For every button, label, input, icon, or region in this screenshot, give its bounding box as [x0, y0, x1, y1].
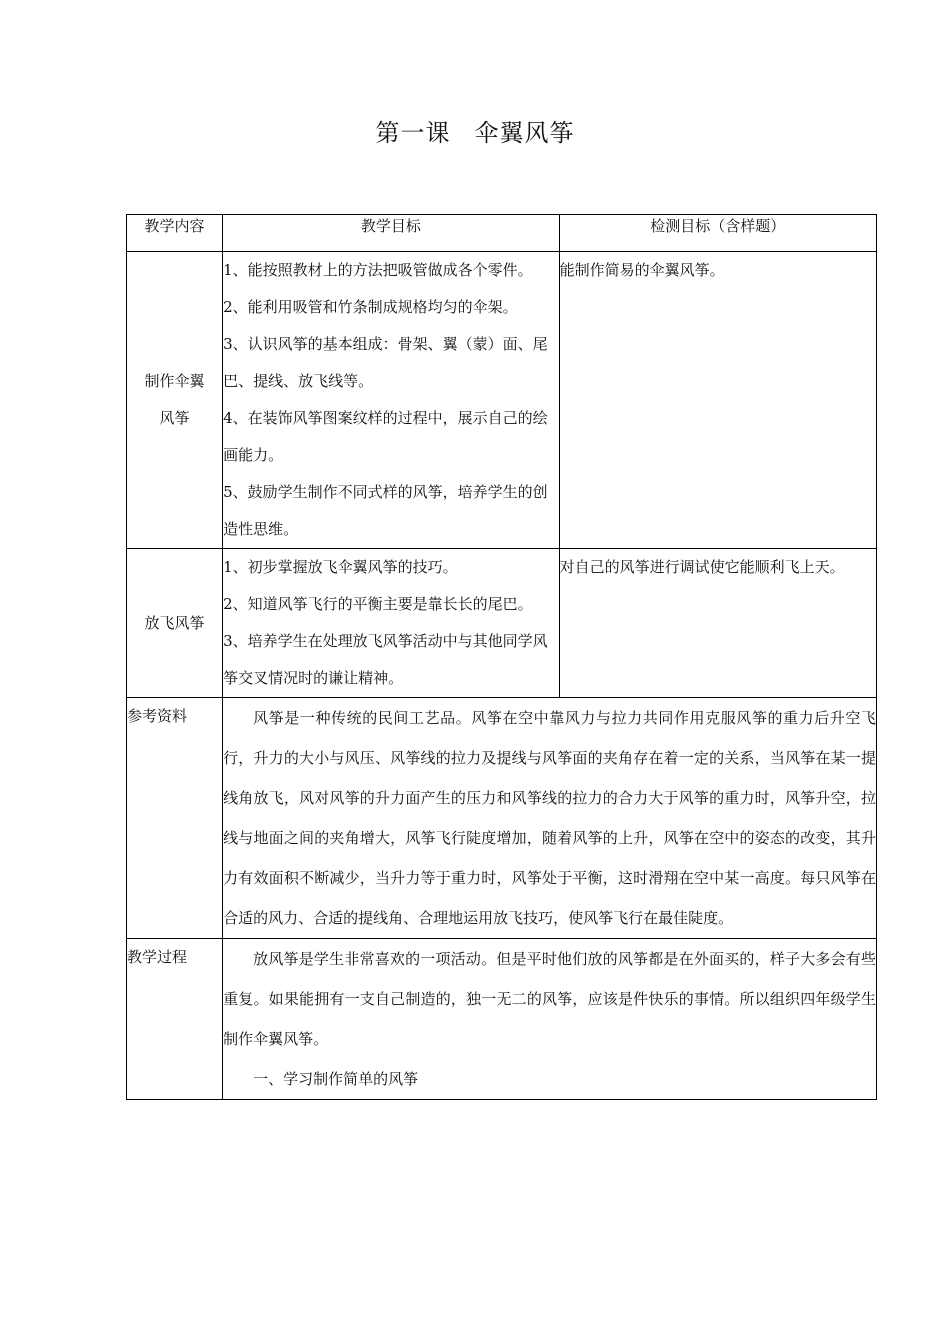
row3-text-cell — [223, 698, 877, 939]
process-section-heading: 一、学习制作简单的风筝 — [253, 1070, 419, 1088]
row4-text-cell — [223, 939, 877, 1100]
process-text: 放风筝是学生非常喜欢的一项活动。但是平时他们放的风筝都是在外面买的，样子大多会有些重复。如果能拥有一支自己制造的，独一无二的风筝，应该是件快乐的事情。所以组织四年级学生制作伞翼风筝。 — [223, 950, 876, 1048]
row2-content: 放飞风筝 — [127, 549, 223, 698]
row1-test: 能制作简易的伞翼风筝。 — [559, 252, 876, 549]
goal-item: 2、知道风筝飞行的平衡主要是靠长长的尾巴。 — [223, 595, 533, 613]
page-title — [0, 113, 950, 148]
lesson-name: 伞翼风筝 — [474, 119, 575, 147]
lesson-table — [126, 214, 877, 1100]
row4-label: 教学过程 — [127, 939, 223, 1100]
goal-item: 3、培养学生在处理放飞风筝活动中与其他同学风筝交叉情况时的谦让精神。 — [223, 632, 548, 687]
table-header-row — [127, 215, 877, 252]
header-test: 检测目标（含样题） — [559, 215, 876, 252]
row1-goals — [223, 252, 559, 549]
table-row — [127, 698, 877, 939]
header-content: 教学内容 — [127, 215, 223, 252]
lesson-number: 第一课 — [375, 119, 451, 147]
row1-content — [127, 252, 223, 549]
row1-content-line1: 制作伞翼 — [144, 372, 205, 390]
reference-text: 风筝是一种传统的民间工艺品。风筝在空中靠风力与拉力共同作用克服风筝的重力后升空飞行，升力的大小与风压、风筝线的拉力及提线与风筝面的夹角存在着一定的关系，当风筝在某一提线角放飞，风对风筝的升力面产生的压力和风筝线的拉力的合力大于风筝的重力时，风筝升空，拉线与地面之间的夹角增大，风筝飞行陡度增加，随着风筝的上升，风筝在空中的姿态的改变，其升力有效面积不断减少，当升力等于重力时，风筝处于平衡，这时滑翔在空中某一高度。每只风筝在合适的风力、合适的提线角、合理地运用放飞技巧，使风筝飞行在最佳陡度。 — [223, 709, 876, 927]
table-row — [127, 252, 877, 549]
goal-item: 1、初步掌握放飞伞翼风筝的技巧。 — [223, 558, 458, 576]
table-row — [127, 939, 877, 1100]
table-row — [127, 549, 877, 698]
header-goals: 教学目标 — [223, 215, 559, 252]
goal-item: 5、鼓励学生制作不同式样的风筝，培养学生的创造性思维。 — [223, 483, 548, 538]
row1-content-line2: 风筝 — [159, 409, 190, 427]
goal-item: 3、认识风筝的基本组成：骨架、翼（蒙）面、尾巴、提线、放飞线等。 — [223, 335, 548, 390]
goal-item: 1、能按照教材上的方法把吸管做成各个零件。 — [223, 261, 533, 279]
row3-label: 参考资料 — [127, 698, 223, 939]
row2-goals — [223, 549, 559, 698]
row2-test: 对自己的风筝进行调试使它能顺利飞上天。 — [559, 549, 876, 698]
goal-item: 2、能利用吸管和竹条制成规格均匀的伞架。 — [223, 298, 518, 316]
goal-item: 4、在装饰风筝图案纹样的过程中，展示自己的绘画能力。 — [223, 409, 548, 464]
